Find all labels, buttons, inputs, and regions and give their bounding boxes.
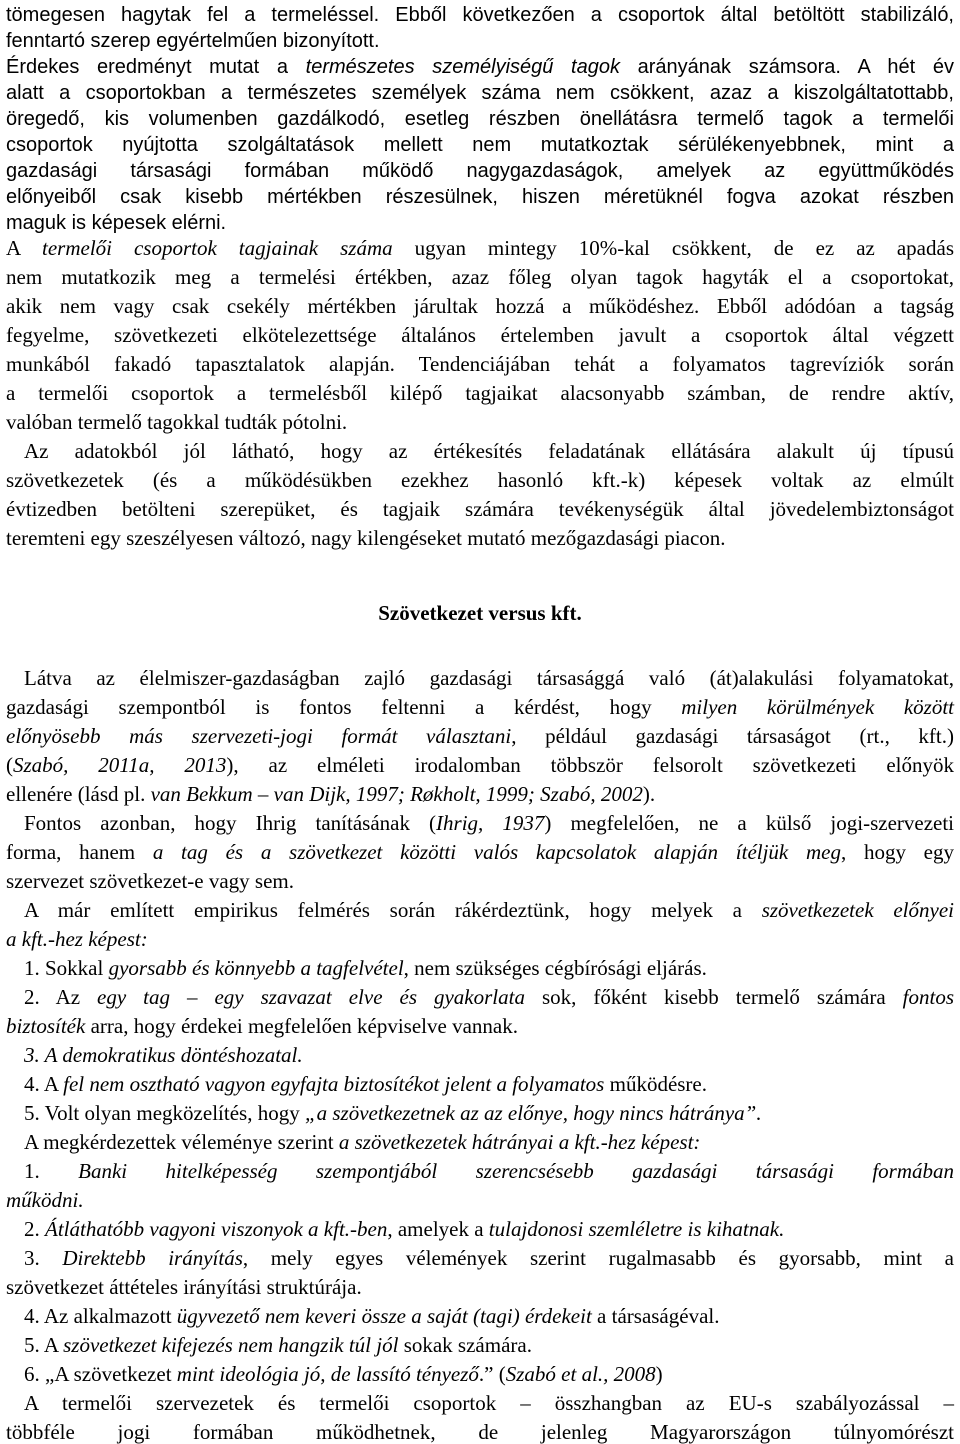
text-line (6, 925, 954, 954)
text-segment: A megkérdezettek véleménye szerint (24, 1130, 339, 1154)
text-segment: évtizedben betölteni szerepüket, és tagjaik számára tevékenységük által jövedelembiztonságot (6, 497, 954, 521)
text-segment: arányának számsora. A hét év (619, 56, 954, 78)
text-segment: a társaságéval. (591, 1304, 720, 1328)
text-line (6, 1012, 954, 1041)
text-line (6, 52, 954, 81)
text-segment: a tag és a szövetkezet közötti valós kapcsolatok alapján ítéljük meg (152, 840, 841, 864)
text-segment: ugyan mintegy 10%-kal csökkent, de ez az apadás (392, 236, 954, 260)
text-line (6, 26, 954, 55)
text-segment: sok, főként kisebb termelő számára (524, 985, 903, 1009)
text-segment: ( (6, 753, 13, 777)
text-segment: többféle jogi formában működhetnek, de jelenleg Magyarországon túlnyomórészt (6, 1420, 954, 1444)
text-line (6, 350, 954, 379)
text-segment: a termelői csoportok a termelésből kilépő tagjaikat alacsonyabb számban, de rendre aktív, (6, 381, 954, 405)
text-line (24, 1070, 954, 1099)
text-segment: milyen körülmények között (681, 695, 955, 719)
text-segment: Érdekes eredményt mutat a (6, 56, 306, 78)
text-segment: 2. (24, 1217, 45, 1241)
text-line (24, 1215, 954, 1244)
text-line (6, 0, 954, 29)
text-segment: fontos (902, 985, 955, 1009)
text-segment: , például gazdasági társaságot (rt., kft.) (511, 724, 954, 748)
text-line (6, 379, 954, 408)
text-segment: valóban termelő tagokkal tudták pótolni. (6, 410, 348, 434)
text-line (6, 838, 954, 867)
text-line (24, 1360, 954, 1389)
text-segment: szövetkezetek (és a működésükben ezekhez hasonló kft.-k) képesek voltak az elmúlt (6, 468, 954, 492)
text-line (6, 693, 954, 722)
text-line (6, 130, 954, 159)
text-segment: Szövetkezet versus kft. (378, 601, 582, 625)
text-segment: előnyeiből csak kisebb mértékben részesülnek, hiszen méretüknél fogva azokat részben (6, 186, 954, 208)
text-segment: , hogy egy (840, 840, 954, 864)
text-segment: működni. (6, 1188, 84, 1212)
text-segment: ) megfelelően, ne a külső jogi-szervezeti (544, 811, 955, 835)
text-segment: fel nem osztható vagyon egyfajta biztosítékot jelent a folyamatos (63, 1072, 605, 1096)
text-segment: arra, hogy érdekei megfelelően képviselve vannak. (85, 1014, 518, 1038)
text-line (24, 809, 954, 838)
text-segment: szövetkezet kifejezés nem hangzik túl jól (63, 1333, 399, 1357)
text-line (6, 466, 954, 495)
text-line (6, 867, 954, 896)
text-line (6, 1273, 954, 1302)
text-segment: sokak számára. (398, 1333, 532, 1357)
text-line (6, 524, 954, 553)
text-line (24, 1244, 954, 1273)
text-line (24, 983, 954, 1012)
text-line (6, 722, 954, 751)
text-line (6, 495, 954, 524)
text-line (6, 208, 954, 237)
text-segment: 2. Az (24, 985, 98, 1009)
text-segment: gyorsabb és könnyebb a tagfelvétel (108, 956, 404, 980)
text-segment: tömegesen hagytak fel a termeléssel. Ebből következően a csoportok által betöltött stabilizáló, (6, 4, 954, 26)
text-line (24, 437, 954, 466)
text-segment: teremteni egy szeszélyesen változó, nagy kilengéseket mutató mezőgazdasági piacon. (6, 526, 726, 550)
text-line (6, 104, 954, 133)
text-segment: 1. Sokkal (24, 956, 109, 980)
text-segment: alatt a csoportokban a természetes személyek száma nem csökkent, azaz a kiszolgáltatottabb, (6, 82, 954, 104)
text-segment: termelői csoportok tagjainak száma (42, 236, 393, 260)
text-segment: Direktebb irányítás (62, 1246, 243, 1270)
text-segment: szövetkezet áttételes irányítási struktúrája. (6, 1275, 362, 1299)
text-line (24, 1302, 954, 1331)
text-segment: munkából fakadó tapasztalatok alapján. Tendenciájában tehát a folyamatos tagrevíziók során (6, 352, 954, 376)
text-line (6, 1186, 954, 1215)
text-segment: Banki hitelképesség szempontjából szerencsésebb gazdasági társasági formában (78, 1159, 955, 1183)
text-segment: szövetkezetek előnyei (761, 898, 954, 922)
text-segment: Átláthatóbb vagyoni viszonyok a kft.-ben (45, 1217, 388, 1241)
text-segment: egy tag – egy szavazat elve és gyakorlata (97, 985, 525, 1009)
text-segment: 3. (24, 1246, 63, 1270)
text-segment: 1. (24, 1159, 79, 1183)
text-segment: ) (655, 1362, 663, 1386)
text-segment: fenntartó szerep egyértelműen bizonyított. (6, 30, 380, 52)
text-segment: biztosíték (6, 1014, 86, 1038)
text-segment: ügyvezető nem keveri össze a saját (tagi) érdekeit (176, 1304, 592, 1328)
text-segment: 5. Volt olyan megközelítés, hogy (24, 1101, 305, 1125)
text-line (24, 954, 954, 983)
text-segment: szervezet szövetkezet-e vagy sem. (6, 869, 295, 893)
text-line (24, 1041, 954, 1070)
text-line (6, 156, 954, 185)
text-segment: ellenére (lásd pl. (6, 782, 151, 806)
text-segment: maguk is képesek elérni. (6, 212, 227, 234)
text-segment: , mely egyes vélemények szerint rugalmasabb és gyorsabb, mint a (242, 1246, 954, 1270)
text-segment: forma, hanem (6, 840, 153, 864)
text-segment: fegyelme, szövetkezeti elkötelezettsége általános értelemben javult a csoportok által végzett (6, 323, 954, 347)
text-segment: 6. „A szövetkezet (24, 1362, 177, 1386)
text-line (24, 1099, 954, 1128)
text-segment: akik nem vagy csak csekély mértékben járultak hozzá a működéshez. Ebből adódóan a tagság (6, 294, 954, 318)
text-segment: tulajdonosi szemléletre is kihatnak. (488, 1217, 785, 1241)
text-segment: működésre. (604, 1072, 708, 1096)
text-segment: Ihrig, 1937 (436, 811, 545, 835)
text-segment: öregedő, kis volumenben gazdálkodó, esetleg részben önellátásra termelő tagok a termelői (6, 108, 954, 130)
section-heading (6, 599, 954, 628)
text-segment: gazdasági társasági formában működő nagygazdaságok, amelyek az együttműködés (6, 160, 954, 182)
text-segment: „a szövetkezetnek az az előnye, hogy nincs hátránya”. (304, 1101, 762, 1125)
text-segment: A már említett empirikus felmérés során rákérdeztünk, hogy melyek a (24, 898, 762, 922)
text-line (6, 780, 954, 809)
text-line (24, 664, 954, 693)
text-segment: A (6, 236, 42, 260)
text-segment: a szövetkezetek hátrányai a kft.-hez képest: (338, 1130, 701, 1154)
text-line (24, 1389, 954, 1418)
text-segment: Fontos azonban, hogy Ihrig tanításának ( (24, 811, 437, 835)
text-segment: természetes személyiségű tagok (305, 56, 620, 78)
text-segment: ), az elméleti irodalomban többször felsorolt szövetkezeti előnyök (226, 753, 954, 777)
text-segment: 3. A demokratikus döntéshozatal. (24, 1043, 303, 1067)
text-segment: .” ( (478, 1362, 506, 1386)
text-segment: van Bekkum – van Dijk, 1997; Røkholt, 1999; Szabó, 2002 (150, 782, 643, 806)
text-line (6, 263, 954, 292)
text-segment: 5. A (24, 1333, 64, 1357)
text-segment: a kft.-hez képest: (6, 927, 148, 951)
text-segment: 4. A (24, 1072, 64, 1096)
text-line (6, 321, 954, 350)
text-segment: mint ideológia jó, de lassító tényező (176, 1362, 479, 1386)
text-line (6, 1418, 954, 1444)
text-line (6, 292, 954, 321)
text-line (6, 234, 954, 263)
text-line (6, 751, 954, 780)
text-line (6, 408, 954, 437)
text-line (24, 896, 954, 925)
text-segment: nem mutatkozik meg a termelési értékben, azaz főleg olyan tagok hagyták el a csoportokat, (6, 265, 954, 289)
text-segment: Szabó et al., 2008 (505, 1362, 656, 1386)
text-segment: Szabó, 2011a, 2013 (13, 753, 227, 777)
text-segment: , amelyek a (387, 1217, 489, 1241)
text-segment: , nem szükséges cégbírósági eljárás. (403, 956, 707, 980)
text-segment: Látva az élelmiszer-gazdaságban zajló gazdasági társasággá való (át)alakulási folyamatokat, (24, 666, 954, 690)
text-segment: gazdasági szempontból is fontos feltenni a kérdést, hogy (6, 695, 682, 719)
text-line (24, 1128, 954, 1157)
text-segment: A termelői szervezetek és termelői csoportok – összhangban az EU-s szabályozással – (24, 1391, 954, 1415)
text-segment: csoportok nyújtotta szolgáltatások mellett nem mutatkoztak sérülékenyebbnek, mint a (6, 134, 954, 156)
text-segment: 4. Az alkalmazott (24, 1304, 177, 1328)
text-segment: ). (642, 782, 656, 806)
text-line (24, 1331, 954, 1360)
text-line (6, 182, 954, 211)
text-segment: Az adatokból jól látható, hogy az értékesítés feladatának ellátására alakult új típusú (24, 439, 954, 463)
text-segment: előnyösebb más szervezeti-jogi formát választani (6, 724, 512, 748)
text-line (6, 78, 954, 107)
text-line (24, 1157, 954, 1186)
